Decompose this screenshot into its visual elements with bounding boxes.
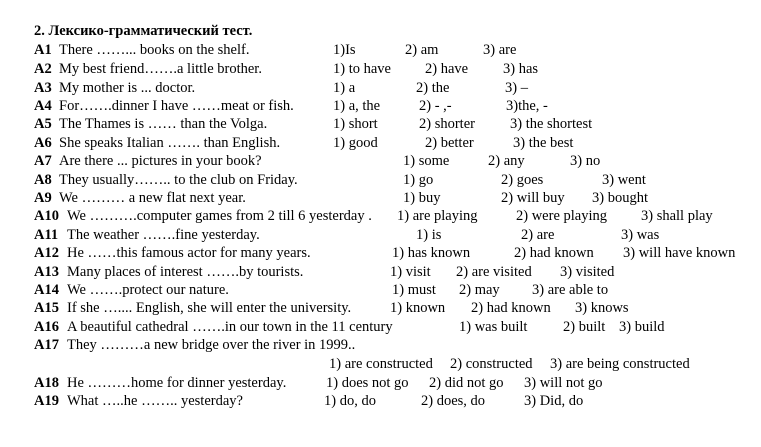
question-text: They usually…….. to the club on Friday.: [59, 172, 298, 188]
question-number: A16: [34, 319, 59, 335]
answer-option-3: 3) Did, do: [524, 393, 584, 409]
answer-option-3: 3) the shortest: [510, 116, 593, 132]
question-number: A3: [34, 80, 52, 96]
answer-option-2: 2) the: [416, 80, 450, 96]
answer-option-3: 3) visited: [560, 264, 615, 280]
answer-option-2: 2) will buy: [501, 190, 565, 206]
answer-option-2: 2) had known: [471, 300, 551, 316]
answer-option-3: 3) knows: [575, 300, 629, 316]
question-number: A7: [34, 153, 52, 169]
answer-option-1: 1) has known: [392, 245, 471, 261]
answer-option-2: 2) does, do: [421, 393, 486, 409]
question-text: My best friend…….a little brother.: [59, 61, 262, 77]
question-text: The weather …….fine yesterday.: [67, 227, 260, 243]
question-number: A2: [34, 61, 52, 77]
answer-option-1: 1) is: [416, 227, 442, 243]
answer-option-2: 2) constructed: [450, 356, 533, 372]
answer-option-1: 1) short: [333, 116, 378, 132]
answer-option-3: 3) bought: [592, 190, 648, 206]
question-number: A12: [34, 245, 59, 261]
answer-option-2: 2) were playing: [516, 208, 607, 224]
question-text: She speaks Italian ……. than English.: [59, 135, 281, 151]
test-title-text: 2. Лексико-грамматический тест.: [34, 23, 253, 39]
answer-option-3: 3) has: [503, 61, 539, 77]
question-number: A6: [34, 135, 52, 151]
answer-option-2: 2) are visited: [456, 264, 532, 280]
question-number: A14: [34, 282, 59, 298]
question-number: A9: [34, 190, 52, 206]
question-number: A8: [34, 172, 52, 188]
answer-option-3: 3) will not go: [524, 375, 603, 391]
answer-option-1: 1) buy: [403, 190, 441, 206]
question-number: A5: [34, 116, 52, 132]
answer-option-1: 1) known: [390, 300, 446, 316]
answer-option-1: 1) was built: [459, 319, 528, 335]
answer-option-3: 3) build: [619, 319, 665, 335]
question-text: If she ….... English, she will enter the university.: [67, 300, 352, 316]
question-text: We …….protect our nature.: [67, 282, 229, 298]
question-number: A17: [34, 337, 59, 353]
answer-option-2: 2) shorter: [419, 116, 475, 132]
answer-option-1: 1) does not go: [326, 375, 409, 391]
answer-option-2: 2) have: [425, 61, 469, 77]
question-text: For…….dinner I have ……meat or fish.: [59, 98, 294, 114]
question-number: A10: [34, 208, 59, 224]
answer-option-2: 2) built: [563, 319, 606, 335]
question-text: He ……this famous actor for many years.: [67, 245, 311, 261]
answer-option-1: 1) good: [333, 135, 378, 151]
question-number: A1: [34, 42, 52, 58]
answer-option-3: 3) was: [621, 227, 660, 243]
answer-option-2: 2) any: [488, 153, 525, 169]
answer-option-1: 1) do, do: [324, 393, 376, 409]
answer-option-1: 1) must: [392, 282, 436, 298]
answer-option-2: 2) did not go: [429, 375, 504, 391]
answer-option-3: 3) will have known: [623, 245, 736, 261]
answer-option-3: 3) are able to: [532, 282, 609, 298]
question-text: Many places of interest …….by tourists.: [67, 264, 304, 280]
answer-option-2: 2) am: [405, 42, 439, 58]
answer-option-2: 2) better: [425, 135, 474, 151]
answer-option-3: 3) the best: [513, 135, 574, 151]
answer-option-1: 1) a, the: [333, 98, 381, 114]
question-text: We ……….computer games from 2 till 6 yesterday .: [67, 208, 372, 224]
question-text: He ………home for dinner yesterday.: [67, 375, 287, 391]
answer-option-3: 3) are: [483, 42, 517, 58]
answer-option-1: 1) a: [333, 80, 356, 96]
answer-option-1: 1) visit: [390, 264, 431, 280]
answer-option-1: 1) are playing: [397, 208, 478, 224]
answer-option-3: 3) shall play: [641, 208, 713, 224]
question-number: A18: [34, 375, 59, 391]
answer-option-3: 3)the, -: [506, 98, 548, 114]
answer-option-1: 1) some: [403, 153, 450, 169]
question-number: A11: [34, 227, 59, 243]
question-number: A15: [34, 300, 59, 316]
question-number: A19: [34, 393, 59, 409]
question-text: My mother is ... doctor.: [59, 80, 196, 96]
question-text: We ……… a new flat next year.: [59, 190, 246, 206]
question-text: They ………a new bridge over the river in 1999..: [67, 337, 356, 353]
answer-option-2: 2) goes: [501, 172, 544, 188]
question-number: A13: [34, 264, 59, 280]
question-text: Are there ... pictures in your book?: [59, 153, 262, 169]
answer-option-2: 2) are: [521, 227, 555, 243]
answer-option-2: 2) had known: [514, 245, 594, 261]
question-text: The Thames is …… than the Volga.: [59, 116, 268, 132]
answer-option-3: 3) went: [602, 172, 646, 188]
question-text: What …..he …….. yesterday?: [67, 393, 243, 409]
answer-option-1: 1)Is: [333, 42, 356, 58]
answer-option-3: 3) no: [570, 153, 601, 169]
question-text: A beautiful cathedral …….in our town in the 11 century: [67, 319, 393, 335]
answer-option-1: 1) go: [403, 172, 434, 188]
answer-option-3: 3) –: [505, 80, 528, 96]
answer-option-1: 1) are constructed: [329, 356, 433, 372]
answer-option-2: 2) may: [459, 282, 500, 298]
question-text: There ……... books on the shelf.: [59, 42, 250, 58]
answer-option-1: 1) to have: [333, 61, 391, 77]
answer-option-3: 3) are being constructed: [550, 356, 690, 372]
question-number: A4: [34, 98, 52, 114]
answer-option-2: 2) - ,-: [419, 98, 452, 114]
